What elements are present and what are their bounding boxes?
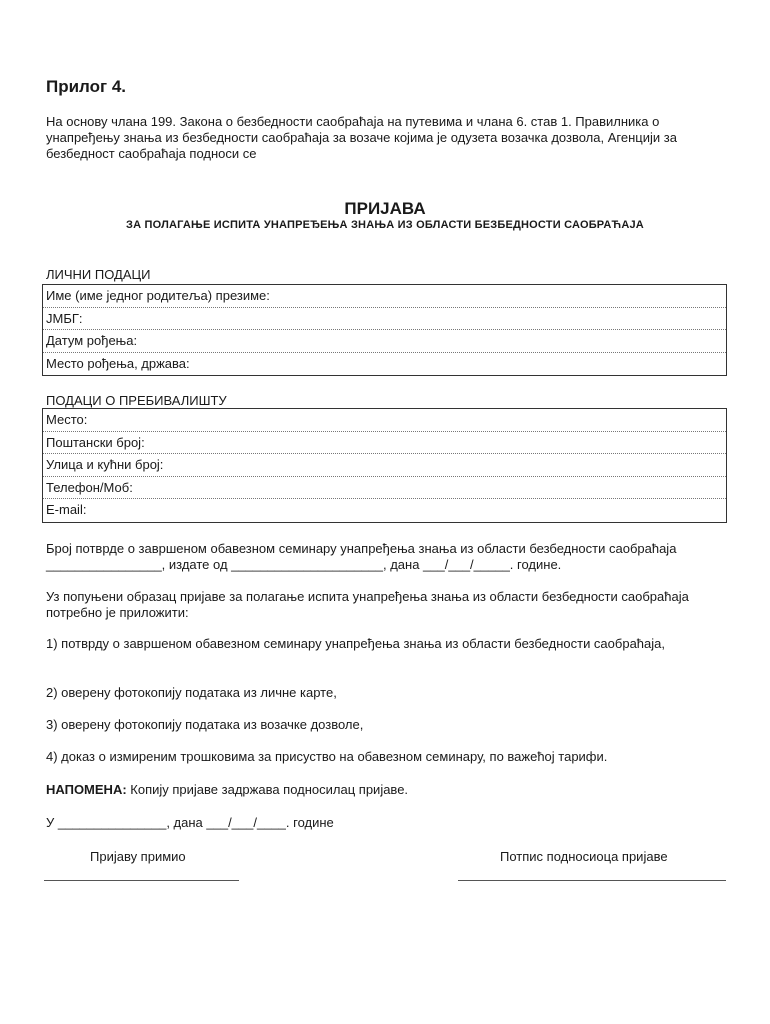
- field-jmbg[interactable]: ЈМБГ:: [43, 308, 726, 331]
- attachment-item-4: 4) доказ о измиреним трошковима за присуство на обавезном семинару, по важећој тарифи.: [46, 749, 608, 764]
- field-postal-code[interactable]: Поштански број:: [43, 432, 726, 455]
- residence-data-table: [42, 408, 727, 523]
- field-birth-date[interactable]: Датум рођења:: [43, 330, 726, 353]
- personal-data-label: ЛИЧНИ ПОДАЦИ: [46, 267, 151, 282]
- field-birth-place[interactable]: Место рођења, држава:: [46, 355, 190, 371]
- attachment-item-2: 2) оверену фотокопију података из личне карте,: [46, 685, 337, 700]
- field-street[interactable]: Улица и кућни број:: [43, 454, 726, 477]
- field-city[interactable]: Место:: [43, 409, 726, 432]
- received-by-label: Пријаву примио: [90, 849, 186, 864]
- intro-paragraph: На основу члана 199. Закона о безбедности саобраћаја на путевима и члана 6. став 1. Правилника о унапређењу знања из безбедности саобраћаја за возаче којима је одузета возачка дозвола, Агенцији за безбедност саобраћаја подноси се: [46, 114, 677, 161]
- applicant-signature-label: Потпис подносиоца пријаве: [500, 849, 668, 864]
- note-paragraph: [46, 782, 736, 798]
- note-label: НАПОМЕНА:: [46, 782, 127, 797]
- residence-data-label: ПОДАЦИ О ПРЕБИВАЛИШТУ: [46, 393, 227, 408]
- seminar-certificate-paragraph: Број потврде о завршеном обавезном семинару унапређења знања из области безбедности саобраћаја ________________, издате од _____________________, дана ___/___/_____. године.: [46, 541, 677, 572]
- personal-data-table: [42, 284, 727, 376]
- attachment-item-1: 1) потврду о завршеном обавезном семинару унапређења знања из области безбедности саобраћаја,: [46, 636, 665, 651]
- applicant-signature-line: [458, 880, 726, 881]
- form-subtitle: ЗА ПОЛАГАЊЕ ИСПИТА УНАПРЕЂЕЊА ЗНАЊА ИЗ ОБЛАСТИ БЕЗБЕДНОСТИ САОБРАЋАЈА: [126, 219, 644, 231]
- field-full-name[interactable]: Име (име једног родитеља) презиме:: [43, 285, 726, 308]
- place-date-line: У _______________, дана ___/___/____. године: [46, 815, 334, 830]
- form-title: ПРИЈАВА: [344, 199, 426, 218]
- field-email[interactable]: E-mail:: [46, 502, 87, 517]
- field-phone[interactable]: Телефон/Моб:: [43, 477, 726, 500]
- received-by-signature-line: [44, 880, 239, 881]
- attachments-intro: Уз попуњени образац пријаве за полагање испита унапређења знања из области безбедности саобраћаја потребно је приложити:: [46, 589, 689, 620]
- annex-heading: Прилог 4.: [46, 77, 126, 96]
- note-text: Копију пријаве задржава подносилац пријаве.: [126, 782, 409, 797]
- attachment-item-3: 3) оверену фотокопију података из возачке дозволе,: [46, 717, 364, 732]
